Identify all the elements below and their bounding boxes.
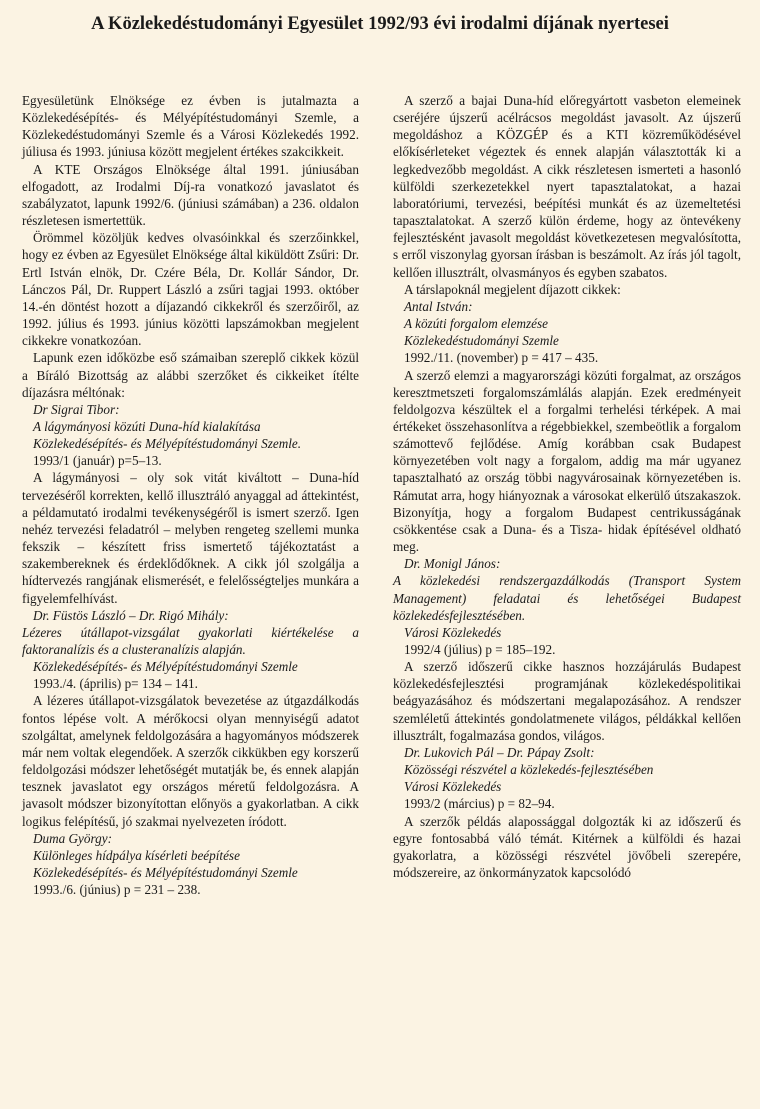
- article-reference: Városi Közlekedés: [404, 624, 502, 640]
- right-column: [393, 92, 741, 881]
- citation: 1992/4 (július) p = 185–192.: [404, 642, 556, 657]
- article-reference: Dr. Monigl János:: [404, 556, 501, 572]
- left-column: [22, 92, 359, 898]
- paragraph: A szerző időszerű cikke hasznos hozzájárulás Budapest közlekedésfejlesztési programjának közlekedéspolitikai beágyazásához és módszertani megalapozásához. A rendszer szemléletű áttekintés gondolatmenete világos, példákkal kellően illusztrált, fogalmazása gondos, világos.: [393, 659, 741, 743]
- citation: 1993/1 (január) p=5–13.: [33, 453, 162, 469]
- citation: 1993./4. (április) p= 134 – 141.: [33, 676, 198, 692]
- paragraph: A szerző a bajai Duna-híd előregyártott vasbeton elemeinek cseréjére újszerű acélrácsos megoldást javasolt. Az újszerű megoldáshoz a KÖZGÉP és a KTI közreműködésével előkísérleteket végeztek és ennek alapján választották ki a legkedvezőbb megoldást. A cikk részletesen ismerteti a hasonló külföldi szerkezetekkel nyert tapasztalatokat, a hazai laboratóriumi, tervezési, beépítési munkát és az üzemeltetési tapasztalatokat. A szerző külön érdeme, hogy az öntevékeny fejlesztésként javasolt megoldást következetesen megvalósította, s erről viszonylag gyorsan írásban is beszámolt. Az írás jól tagolt, kellően illusztrált, olvasmányos és egyben szabatos.: [393, 93, 741, 280]
- page-title: A Közlekedéstudományi Egyesület 1992/93 évi irodalmi díjának nyertesei: [91, 14, 669, 34]
- paragraph: A szerzők példás alapossággal dolgozták ki az időszerű és egyre fontosabbá váló témát. Kitérnek a külföldi és hazai gyakorlatra, a közösségi részvétel jövőbeli szerepére, módszereire, az önkormányzatok kapcsolódó: [393, 813, 741, 881]
- article-reference: Közlekedésépítés- és Mélyépítéstudományi Szemle: [33, 865, 298, 881]
- paragraph: A KTE Országos Elnöksége által 1991. júniusában elfogadott, az Irodalmi Díj-ra vonatkozó javaslatot és szabályzatot, lapunk 1992/6. (júniusi számában) a 236. oldalon részletesen ismertettük.: [22, 161, 359, 229]
- paragraph: Egyesületünk Elnöksége ez évben is jutalmazta a Közlekedésépítés- és Mélyépítéstudományi Szemle, a Közlekedéstudományi Szemle és a Városi Közlekedés 1992. júliusa és 1993. júniusa között megjelent értékes szakcikkeit.: [22, 93, 359, 160]
- paragraph: A lézeres útállapot-vizsgálatok bevezetése az útgazdálkodás fontos lépése volt. A mérőkocsi olyan mennyiségű adatot szolgáltat, amelynek feldolgozására a hagyományos módszerek már nem voltak elegendőek. A szerzők cikkükben egy korszerű feldolgozási módszer lehetőségét mutatják be, és ennek alapján tesznek javaslatot egy országos méretű feldolgozásra. A javasolt módszer bizonyítottan előnyös a gyakorlatban. A cikk logikus felépítésű, jó szakmai nyelvezeten íródott.: [22, 693, 359, 829]
- paragraph: Örömmel közöljük kedves olvasóinkkal és szerzőinkkel, hogy ez évben az Egyesület Elnöksége által kiküldött Zsűri: Dr. Ertl István elnök, Dr. Czére Béla, Dr. Kollár Sándor, Dr. Lánczos Pál, Dr. Ruppert László a zsűri tagjai 1993. október 14.-én döntést hozott a díjazandó cikkekről és szerzőiről, az 1992. július és 1993. június közötti lapszámokban megjelent cikkekre vonatkozóan.: [22, 230, 359, 349]
- article-reference: Lézeres útállapot-vizsgálat gyakorlati kiértékelése a faktoranalízis és a clusteranalízis alapján.: [22, 624, 359, 657]
- article-reference: Antal István:: [404, 298, 473, 314]
- article-reference: A lágymányosi közúti Duna-híd kialakítása: [33, 418, 261, 434]
- article-reference: Közlekedéstudományi Szemle: [404, 333, 559, 349]
- article-reference: Dr. Lukovich Pál – Dr. Pápay Zsolt:: [404, 744, 595, 760]
- citation: 1993/2 (március) p = 82–94.: [404, 796, 555, 812]
- article-reference: Duma György:: [33, 830, 112, 846]
- article-reference: Dr. Füstös László – Dr. Rigó Mihály:: [33, 607, 229, 623]
- article-reference: Városi Közlekedés: [404, 779, 502, 795]
- citation: 1992./11. (november) p = 417 – 435.: [404, 350, 599, 366]
- article-reference: Dr Sigrai Tibor:: [33, 401, 120, 417]
- citation: 1993./6. (június) p = 231 – 238.: [33, 882, 201, 898]
- article-reference: Közlekedésépítés- és Mélyépítéstudományi Szemle: [33, 659, 298, 675]
- paragraph: A lágymányosi – oly sok vitát kiváltott – Duna-híd tervezéséről korrekten, kellő illusztráló anyaggal ad áttekintést, a példamutató irodalmi tevékenységéről is ismert szerző. Igen nehéz tervezési feladatról – melyben rengeteg szellemi munka fekszik – készített friss ismertető tájékoztatást a szakembereknek és érdeklődőknek. A cikk jól szolgálja a hídtervezés rangjának elismerését, e felelősségteljes munkára a figyelemfelhívást.: [22, 470, 359, 606]
- paragraph: A szerző elemzi a magyarországi közúti forgalmat, az országos keresztmetszeti forgalomszámlálás alapján. Ezek eredményeit feldolgozva készültek el a forgalmi terhelési térképek. A mai értékeket összehasonlítva a régebbiekkel, szembeötlik a forgalom számottevő fejlődése. Amíg korábban csak Budapest környezetében volt nagy a forgalom, addig ma már ugyanez tapasztalható az ország többi nagyvárosainak környezetében is. Rámutat arra, hogy hiányoznak a városokat elkerülő útszakaszok. Bizonyítja, hogy a forgalom Budapest centrikusságának csökkentése csak a Duna- és a Tisza- hidak építésével oldható meg.: [393, 367, 741, 555]
- article-reference: Közlekedésépítés- és Mélyépítéstudományi Szemle.: [33, 436, 302, 452]
- paragraph: A társlapoknál megjelent díjazott cikkek:: [404, 281, 621, 297]
- article-reference: Különleges hídpálya kísérleti beépítése: [33, 847, 240, 863]
- paragraph: Lapunk ezen időközbe eső számaiban szereplő cikkek közül a Bíráló Bizottság az alábbi szerzőket és cikkeiket ítélte díjazásra méltónak:: [22, 350, 359, 400]
- article-reference: A közlekedési rendszergazdálkodás (Transport System Management) feladatai és lehetőségei Budapest közlekedésfejlesztésében.: [393, 573, 741, 623]
- article-reference: A közúti forgalom elemzése: [404, 316, 548, 332]
- article-reference: Közösségi részvétel a közlekedés-fejlesztésében: [404, 762, 654, 778]
